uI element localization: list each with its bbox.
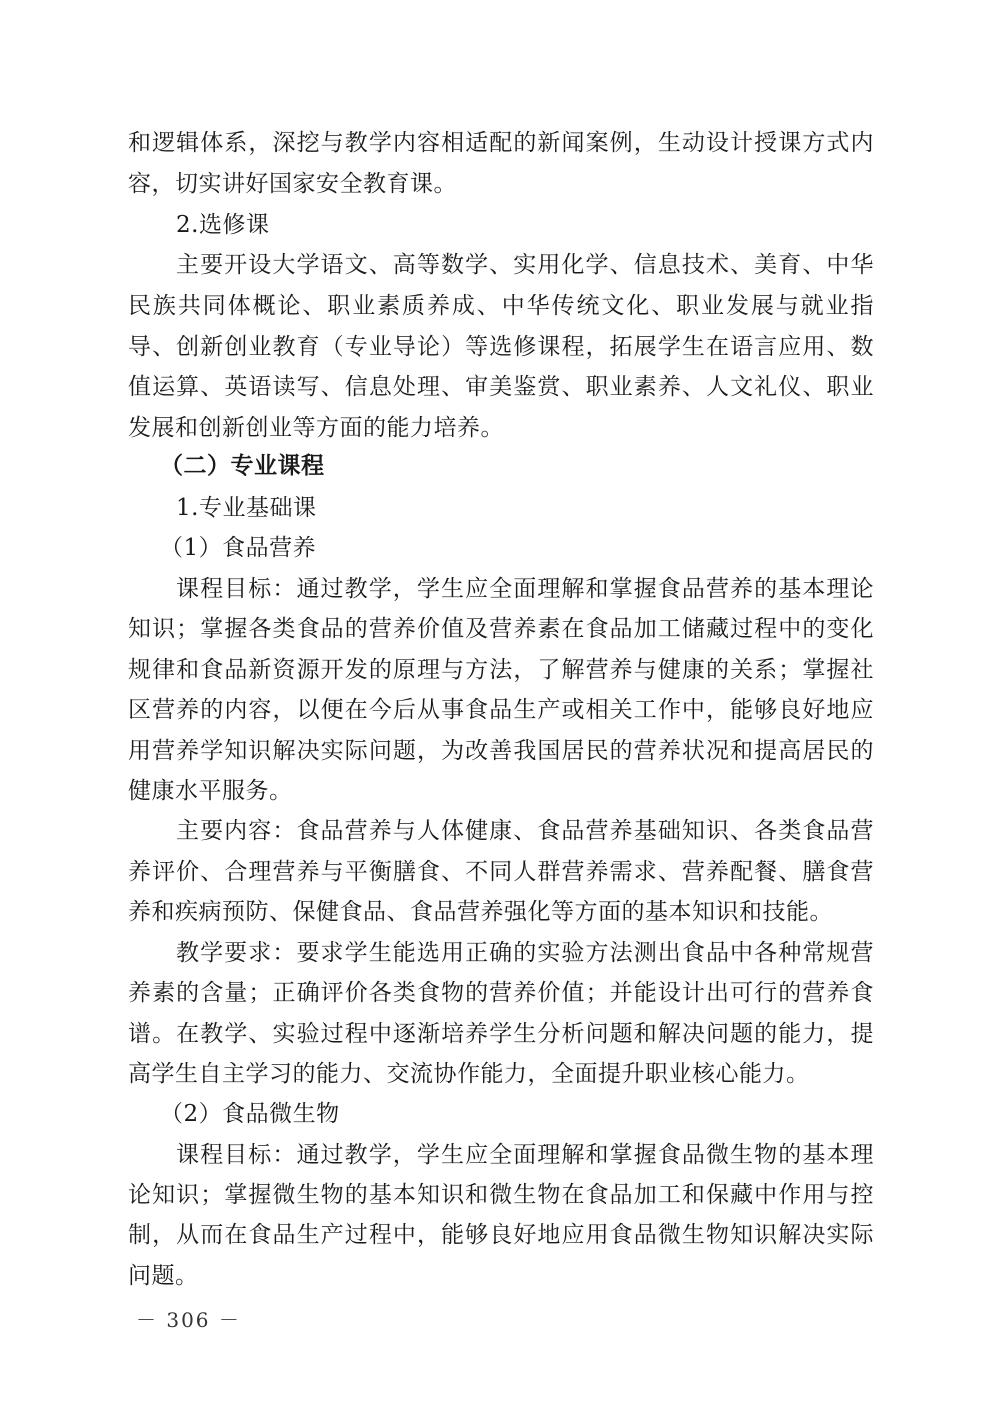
course-title: （2）食品微生物	[160, 1101, 340, 1127]
text-line: 课程目标：通过教学，学生应全面理解和掌握食品营养的基本理论	[176, 576, 874, 602]
text-line: 发展和创新创业等方面的能力培养。	[128, 415, 504, 441]
text-line: 规律和食品新资源开发的原理与方法，了解营养与健康的关系；掌握社	[128, 657, 874, 683]
text-line: 高学生自主学习的能力、交流协作能力，全面提升职业核心能力。	[128, 1061, 810, 1087]
text-line: 课程目标：通过教学，学生应全面理解和掌握食品微生物的基本理	[176, 1142, 874, 1168]
text-line: 养和疾病预防、保健食品、食品营养强化等方面的基本知识和技能。	[128, 899, 833, 925]
text-line: 用营养学知识解决实际问题，为改善我国居民的营养状况和提高居民的	[128, 738, 874, 764]
text-line: 制，从而在食品生产过程中，能够良好地应用食品微生物知识解决实际	[128, 1222, 874, 1248]
text-line: 民族共同体概论、职业素质养成、中华传统文化、职业发展与就业指	[128, 293, 874, 319]
text-line: 和逻辑体系，深挖与教学内容相适配的新闻案例，生动设计授课方式内	[128, 130, 874, 156]
text-line: 养素的含量；正确评价各类食物的营养价值；并能设计出可行的营养食	[128, 980, 874, 1006]
section-heading: （二）专业课程	[160, 452, 325, 479]
text-line: 健康水平服务。	[128, 778, 293, 804]
text-line: 主要内容：食品营养与人体健康、食品营养基础知识、各类食品营	[176, 818, 874, 844]
text-line: 导、创新创业教育（专业导论）等选修课程，拓展学生在语言应用、数	[128, 334, 874, 360]
text-line: 论知识；掌握微生物的基本知识和微生物在食品加工和保藏中作用与控	[128, 1182, 874, 1208]
text-line: 教学要求：要求学生能选用正确的实验方法测出食品中各种常规营	[176, 940, 874, 966]
text-line: 养评价、合理营养与平衡膳食、不同人群营养需求、营养配餐、膳食营	[128, 859, 874, 885]
page-number: － 306 －	[136, 1308, 241, 1332]
text-line: 主要开设大学语文、高等数学、实用化学、信息技术、美育、中华	[176, 252, 874, 278]
course-title: （1）食品营养	[160, 535, 317, 561]
text-line: 容，切实讲好国家安全教育课。	[128, 171, 457, 197]
subsection-title: 2.选修课	[176, 212, 270, 238]
text-line: 知识；掌握各类食品的营养价值及营养素在食品加工储藏过程中的变化	[128, 616, 874, 642]
subsection-title: 1.专业基础课	[176, 495, 317, 521]
text-line: 问题。	[128, 1263, 199, 1289]
text-line: 值运算、英语读写、信息处理、审美鉴赏、职业素养、人文礼仪、职业	[128, 374, 874, 400]
text-line: 谱。在教学、实验过程中逐渐培养学生分析问题和解决问题的能力，提	[128, 1021, 874, 1047]
text-line: 区营养的内容，以便在今后从事食品生产或相关工作中，能够良好地应	[128, 697, 874, 723]
